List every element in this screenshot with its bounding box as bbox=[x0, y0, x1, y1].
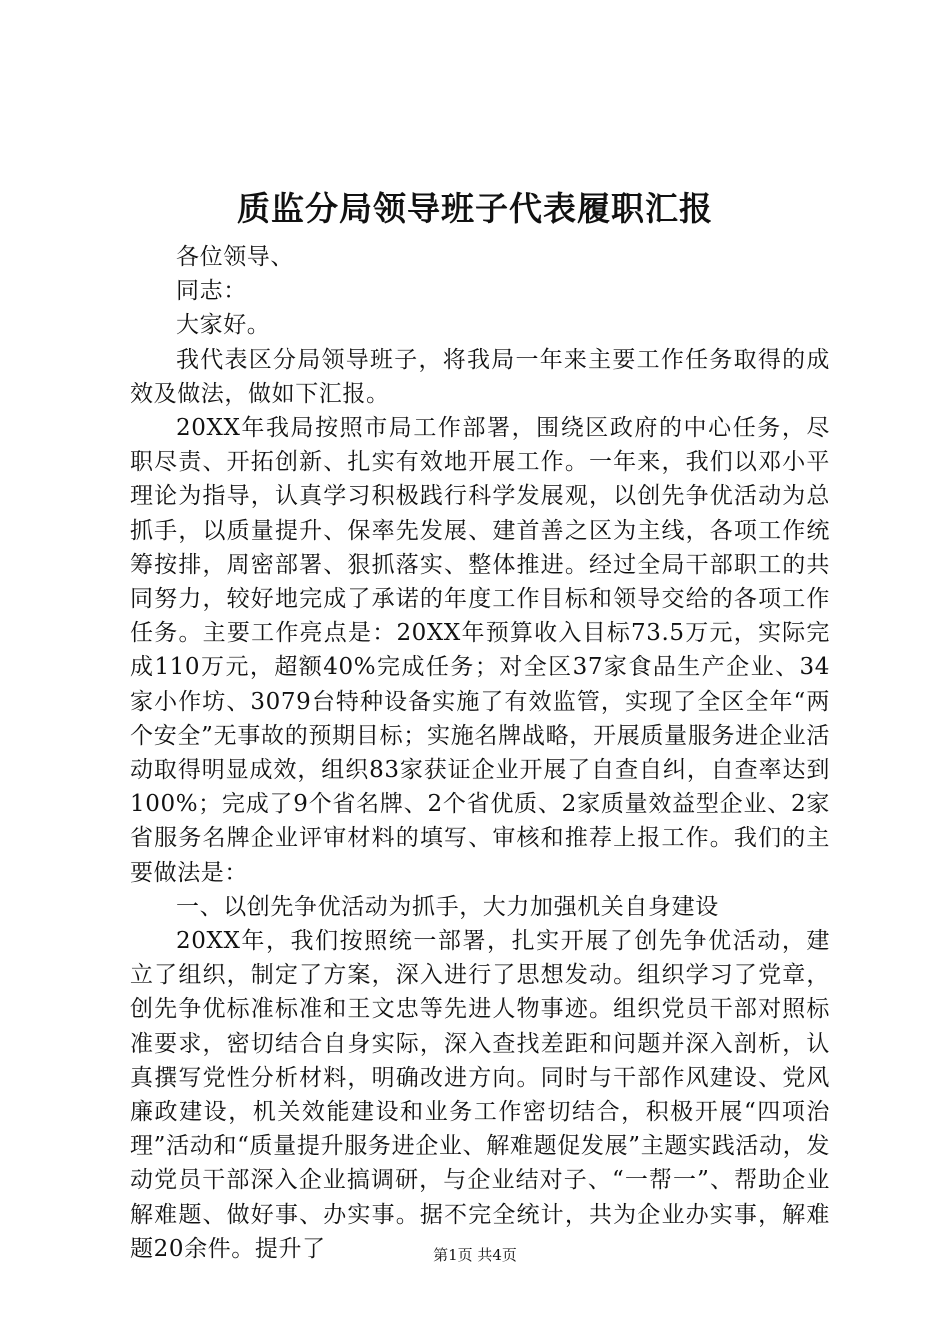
greeting-paragraph: 大家好。 bbox=[176, 312, 271, 339]
section-heading: 一、以创先争优活动为抓手，大力加强机关自身建设 bbox=[176, 893, 719, 920]
document-body bbox=[130, 240, 830, 1266]
intro-paragraph: 我代表区分局领导班子，将我局一年来主要工作任务取得的成效及做法，做如下汇报。 bbox=[130, 346, 830, 407]
section-body-paragraph: 20XX年，我们按照统一部署，扎实开展了创先争优活动，建立了组织，制定了方案，深入进行了思想发动。组织学习了党章，创先争优标准标准和王文忠等先进人物事迹。组织党员干部对照标准要求，密切结合自身实际，深入查找差距和问题并深入剖析，认真撰写党性分析材料，明确改进方向。同时与干部作风建设、党风廉政建设，机关效能建设和业务工作密切结合，积极开展“四项治理”活动和“质量提升服务进企业、解难题促发展”主题实践活动，发动党员干部深入企业搞调研，与企业结对子、“一帮一”、帮助企业解难题、做好事、办实事。据不完全统计，共为企业办实事，解难题20余件。提升了 bbox=[130, 928, 830, 1262]
page-number: 第1页 共4页 bbox=[433, 1246, 517, 1264]
summary-paragraph: 20XX年我局按照市局工作部署，围绕区政府的中心任务，尽职尽责、开拓创新、扎实有效地开展工作。一年来，我们以邓小平理论为指导，认真学习积极践行科学发展观，以创先争优活动为总抓手，以质量提升、保率先发展、建首善之区为主线，各项工作统筹按排，周密部署、狠抓落实、整体推进。经过全局干部职工的共同努力，较好地完成了承诺的年度工作目标和领导交给的各项工作任务。主要工作亮点是：20XX年预算收入目标73.5万元，实际完成110万元，超额40%完成任务；对全区37家食品生产企业、34家小作坊、3079台特种设备实施了有效监管，实现了全区全年“两个安全”无事故的预期目标；实施名牌战略，开展质量服务进企业活动取得明显成效，组织83家获证企业开展了自查自纠，自查率达到100%；完成了9个省名牌、2个省优质、2家质量效益型企业、2家省服务名牌企业评审材料的填写、审核和推荐上报工作。我们的主要做法是： bbox=[130, 415, 830, 886]
document-title: 质监分局领导班子代表履职汇报 bbox=[237, 189, 713, 228]
salutation-paragraph: 各位领导、 bbox=[176, 244, 294, 270]
salutation-paragraph: 同志： bbox=[176, 278, 247, 305]
